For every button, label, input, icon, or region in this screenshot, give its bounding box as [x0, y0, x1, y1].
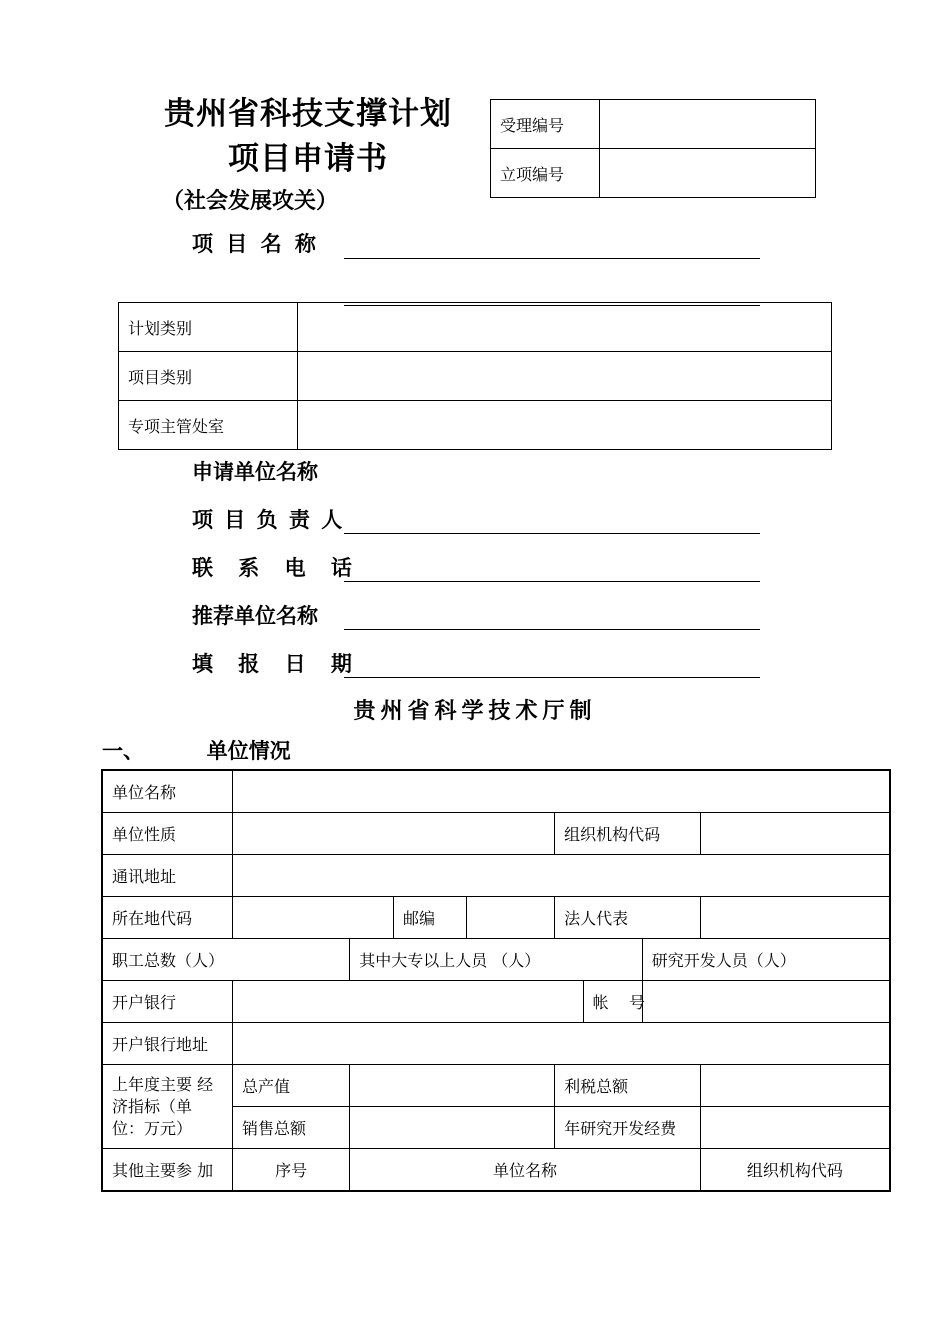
project-name-label: 项 目 名 称: [192, 231, 319, 256]
bank-address-label: 开户银行地址: [102, 1023, 232, 1065]
unit-name-field[interactable]: [232, 770, 890, 813]
legal-rep-field[interactable]: [700, 897, 890, 939]
document-category: （社会发展攻关）: [162, 188, 339, 214]
rd-staff-label: 研究开发人员（人）: [642, 939, 890, 981]
rd-funding-label: 年研究开发经费: [555, 1107, 701, 1149]
rd-funding-field[interactable]: [700, 1107, 890, 1149]
seq-no-header: 序号: [232, 1149, 349, 1192]
recommend-unit-line[interactable]: [344, 629, 760, 630]
unit-info-table: [101, 769, 891, 1192]
sales-total-field[interactable]: [350, 1107, 555, 1149]
unit-name-label: 单位名称: [102, 770, 232, 813]
section-number: 一、: [102, 738, 144, 763]
project-name-line[interactable]: [344, 258, 760, 259]
account-label: 帐 号: [583, 981, 642, 1023]
total-output-field[interactable]: [350, 1065, 555, 1107]
dept-field[interactable]: [298, 401, 832, 450]
project-type-field[interactable]: [298, 352, 832, 401]
unit-nature-label: 单位性质: [102, 813, 232, 855]
location-code-label: 所在地代码: [102, 897, 232, 939]
org-code-field[interactable]: [700, 813, 890, 855]
address-label: 通讯地址: [102, 855, 232, 897]
bank-address-field[interactable]: [232, 1023, 890, 1065]
postcode-field[interactable]: [467, 897, 555, 939]
document-subtitle-main: 项目申请书: [228, 141, 388, 177]
phone-label: 联 系 电 话: [192, 555, 361, 580]
total-output-label: 总产值: [232, 1065, 349, 1107]
sales-total-label: 销售总额: [232, 1107, 349, 1149]
acceptance-number-field[interactable]: [600, 100, 816, 149]
tax-total-field[interactable]: [700, 1065, 890, 1107]
applicant-unit-label: 申请单位名称: [192, 459, 318, 484]
phone-line[interactable]: [344, 581, 760, 582]
legal-rep-label: 法人代表: [555, 897, 701, 939]
acceptance-number-box: [490, 99, 816, 198]
section-title: 单位情况: [206, 738, 291, 763]
classification-table: [118, 302, 832, 450]
plan-type-field[interactable]: [298, 303, 832, 352]
project-type-label: 项目类别: [119, 352, 298, 401]
unit-name-column-header: 单位名称: [350, 1149, 701, 1192]
college-staff-label: 其中大专以上人员 （人）: [350, 939, 643, 981]
section-heading: [102, 735, 291, 765]
unit-nature-field[interactable]: [232, 813, 554, 855]
staff-total-label: 职工总数（人）: [102, 939, 350, 981]
econ-indicators-label: 上年度主要 经济指标（单位：万元）: [102, 1065, 232, 1149]
approval-number-label: 立项编号: [491, 149, 600, 198]
plan-type-label: 计划类别: [119, 303, 298, 352]
approval-number-field[interactable]: [600, 149, 816, 198]
bank-field[interactable]: [232, 981, 583, 1023]
postcode-label: 邮编: [394, 897, 467, 939]
bank-label: 开户银行: [102, 981, 232, 1023]
address-field[interactable]: [232, 855, 890, 897]
date-label: 填 报 日 期: [192, 651, 361, 676]
issuer-text: 贵州省科学技术厅制: [353, 698, 597, 724]
recommend-unit-label: 推荐单位名称: [192, 603, 318, 628]
other-units-label: 其他主要参 加: [102, 1149, 232, 1192]
location-code-field[interactable]: [232, 897, 393, 939]
dept-label: 专项主管处室: [119, 401, 298, 450]
org-code-label: 组织机构代码: [555, 813, 701, 855]
date-line[interactable]: [344, 677, 760, 678]
leader-label: 项 目 负 责 人: [192, 507, 345, 532]
leader-line[interactable]: [344, 533, 760, 534]
acceptance-number-label: 受理编号: [491, 100, 600, 149]
account-field[interactable]: [642, 981, 890, 1023]
org-code-column-header: 组织机构代码: [700, 1149, 890, 1192]
tax-total-label: 利税总额: [555, 1065, 701, 1107]
document-title: 贵州省科技支撑计划: [164, 96, 452, 132]
